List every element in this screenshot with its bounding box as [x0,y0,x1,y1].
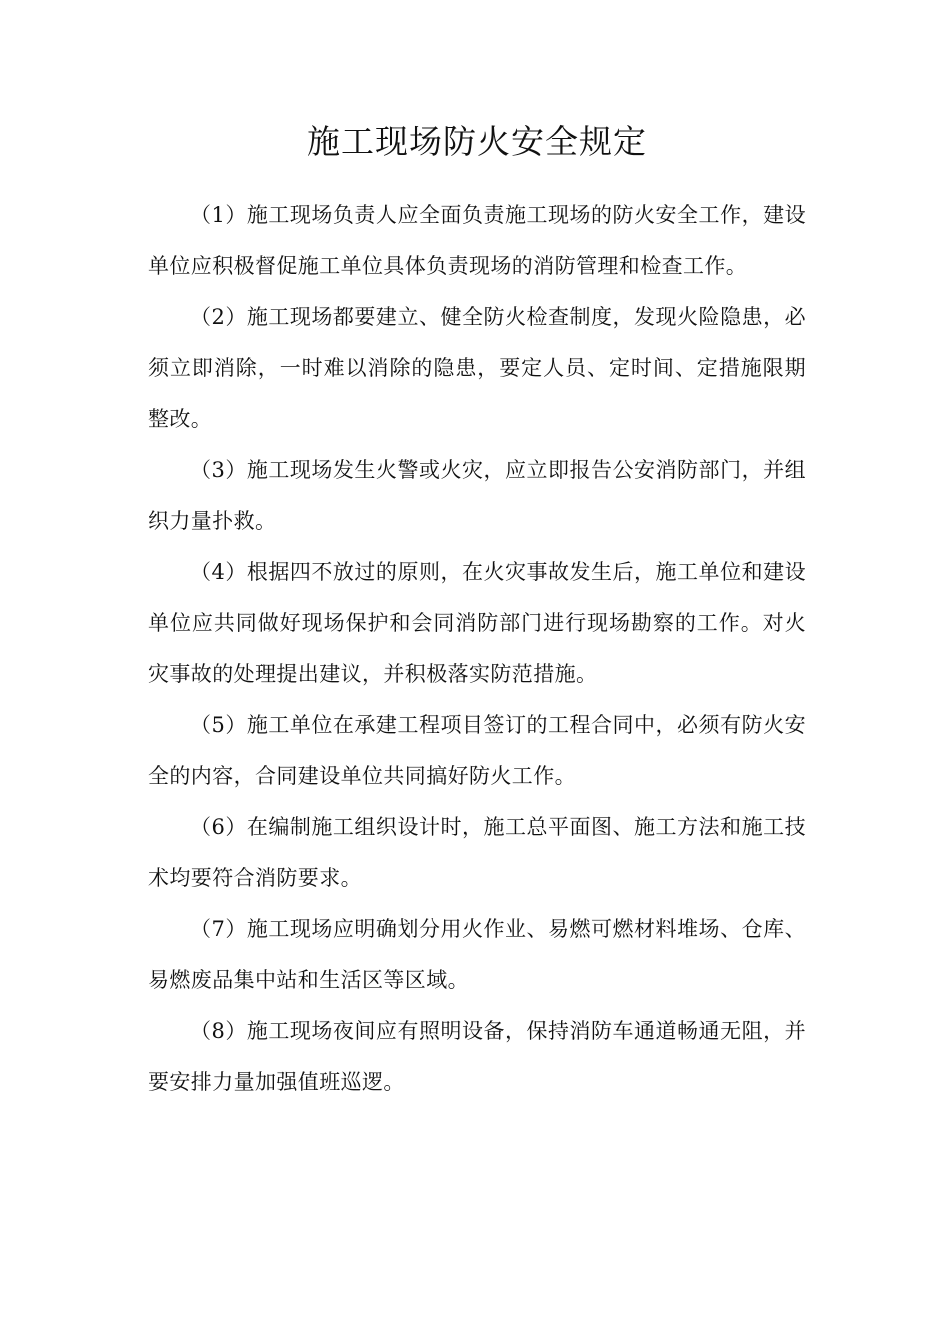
paragraph-1: （1）施工现场负责人应全面负责施工现场的防火安全工作，建设单位应积极督促施工单位具体负责现场的消防管理和检查工作。 [148,203,806,278]
document-page [148,116,806,1108]
paragraph-5: （5）施工单位在承建工程项目签订的工程合同中，必须有防火安全的内容，合同建设单位共同搞好防火工作。 [148,713,806,788]
paragraph-6: （6）在编制施工组织设计时，施工总平面图、施工方法和施工技术均要符合消防要求。 [148,815,806,890]
paragraph-3: （3）施工现场发生火警或火灾，应立即报告公安消防部门，并组织力量扑救。 [148,458,806,533]
paragraph-2: （2）施工现场都要建立、健全防火检查制度，发现火险隐患，必须立即消除，一时难以消除的隐患，要定人员、定时间、定措施限期整改。 [148,305,806,431]
paragraph-8: （8）施工现场夜间应有照明设备，保持消防车通道畅通无阻，并要安排力量加强值班巡逻。 [148,1019,806,1094]
document-title: 施工现场防火安全规定 [307,122,647,161]
paragraph-4: （4）根据四不放过的原则，在火灾事故发生后，施工单位和建设单位应共同做好现场保护和会同消防部门进行现场勘察的工作。对火灾事故的处理提出建议，并积极落实防范措施。 [148,560,806,686]
paragraph-7: （7）施工现场应明确划分用火作业、易燃可燃材料堆场、仓库、易燃废品集中站和生活区等区域。 [148,917,806,992]
